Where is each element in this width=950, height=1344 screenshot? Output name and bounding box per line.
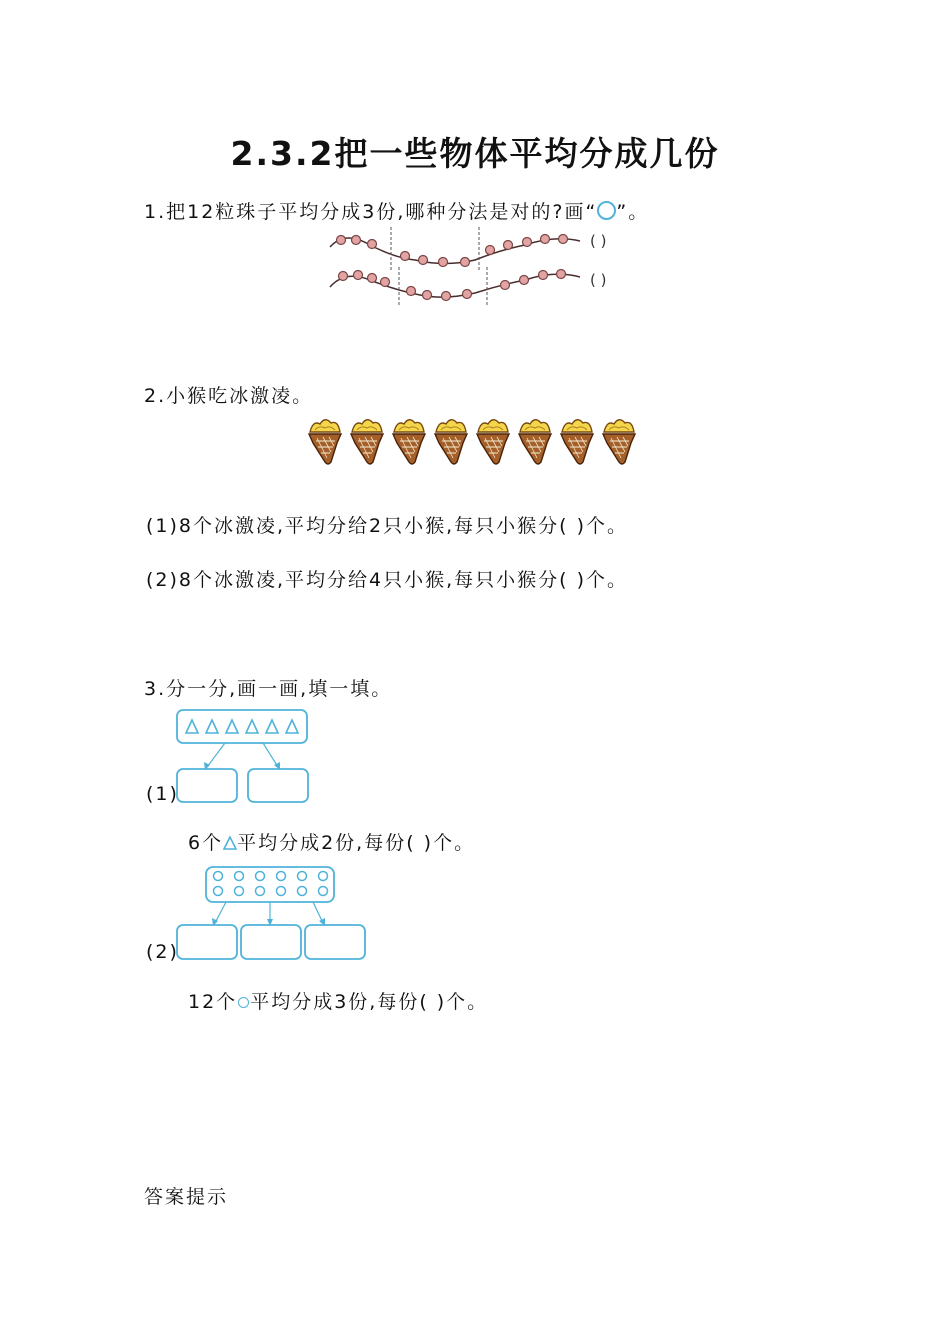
bead	[419, 256, 428, 265]
circle-icon	[235, 872, 244, 881]
q1-question	[144, 197, 649, 224]
bead	[442, 292, 451, 301]
q1-answer-1[interactable]: ( )	[590, 232, 607, 250]
ice-cream-icon	[393, 420, 425, 464]
bead	[486, 246, 495, 255]
q3-part1-text-before: 6个	[188, 832, 224, 854]
circle-icon	[298, 887, 307, 896]
bead-row-2	[339, 270, 566, 301]
q3-part2-text-before: 12个	[188, 991, 238, 1013]
q3-part2-label: (2)	[146, 941, 179, 963]
q1-bead-strings	[325, 225, 625, 305]
ice-cream-icon	[435, 420, 467, 464]
circle-icon	[214, 872, 223, 881]
circle-icon	[277, 887, 286, 896]
circle-icon	[235, 887, 244, 896]
answer-box	[177, 925, 237, 959]
triangle-icon	[286, 720, 298, 733]
bead	[559, 235, 568, 244]
bead	[401, 252, 410, 261]
q3-part1-text-after: 平均分成2份,每份( )个。	[237, 832, 476, 854]
ice-cream-icon	[561, 420, 593, 464]
answer-box	[177, 769, 237, 802]
bead	[523, 238, 532, 247]
bead	[354, 271, 363, 280]
q3-part1-text	[188, 828, 475, 855]
bead	[541, 235, 550, 244]
q2-sub2: (2)8个冰激凌,平均分给4只小猴,每只小猴分( )个。	[146, 569, 629, 591]
arrow	[207, 743, 225, 767]
bead	[337, 236, 346, 245]
bead	[520, 276, 529, 285]
ice-cream-icon	[519, 420, 551, 464]
answer-box	[305, 925, 365, 959]
q2-heading: 2.小猴吃冰激凌。	[144, 385, 314, 407]
bead	[539, 271, 548, 280]
circle-icon	[319, 887, 328, 896]
triangle-icon	[226, 720, 238, 733]
triangle-icon	[246, 720, 258, 733]
ice-cream-icon	[309, 420, 341, 464]
q3-part2-answer-boxes	[175, 923, 400, 963]
bead	[407, 287, 416, 296]
bead	[501, 281, 510, 290]
bead	[439, 258, 448, 267]
q3-heading: 3.分一分,画一画,填一填。	[144, 678, 393, 700]
q3-part1-diagram	[175, 707, 315, 802]
q2-sub1: (1)8个冰激凌,平均分给2只小猴,每只小猴分( )个。	[146, 515, 629, 537]
answer-box	[241, 925, 301, 959]
answer-hint: 答案提示	[144, 1186, 229, 1208]
ice-cream-row	[305, 416, 645, 470]
bead	[504, 241, 513, 250]
arrow	[263, 743, 278, 767]
q3-part2-text-after: 平均分成3份,每份( )个。	[250, 991, 489, 1013]
ice-cream-icon	[477, 420, 509, 464]
bead-row-1	[337, 235, 568, 267]
q1-circle-icon	[597, 201, 616, 220]
q3-part2-text	[188, 987, 488, 1014]
ice-cream-icon	[351, 420, 383, 464]
circle-icon	[319, 872, 328, 881]
triangle-icon	[266, 720, 278, 733]
bead	[463, 290, 472, 299]
ice-cream-icon	[603, 420, 635, 464]
q3-part1-label: (1)	[146, 783, 179, 805]
triangle-icon	[186, 720, 198, 733]
bead	[368, 240, 377, 249]
bead	[557, 270, 566, 279]
circle-icon	[277, 872, 286, 881]
page-title: 2.3.2把一些物体平均分成几份	[230, 134, 720, 173]
q1-answer-2[interactable]: ( )	[590, 271, 607, 289]
triangle-icon	[206, 720, 218, 733]
circle-icon	[238, 997, 249, 1008]
bead	[339, 272, 348, 281]
circle-icon	[256, 872, 265, 881]
bead	[381, 278, 390, 287]
bead	[352, 236, 361, 245]
bead	[423, 291, 432, 300]
triangle-icon	[223, 836, 237, 850]
circle-icon	[256, 887, 265, 896]
q1-text-after: ”。	[616, 201, 650, 223]
circle-source-box	[206, 867, 334, 902]
answer-box	[248, 769, 308, 802]
circle-icon	[298, 872, 307, 881]
q1-text-before: 1.把12粒珠子平均分成3份,哪种分法是对的?画“	[144, 201, 598, 223]
arrow	[215, 902, 226, 923]
circle-icon	[214, 887, 223, 896]
bead	[368, 274, 377, 283]
bead	[461, 258, 470, 267]
triangle-source-box	[177, 710, 307, 743]
